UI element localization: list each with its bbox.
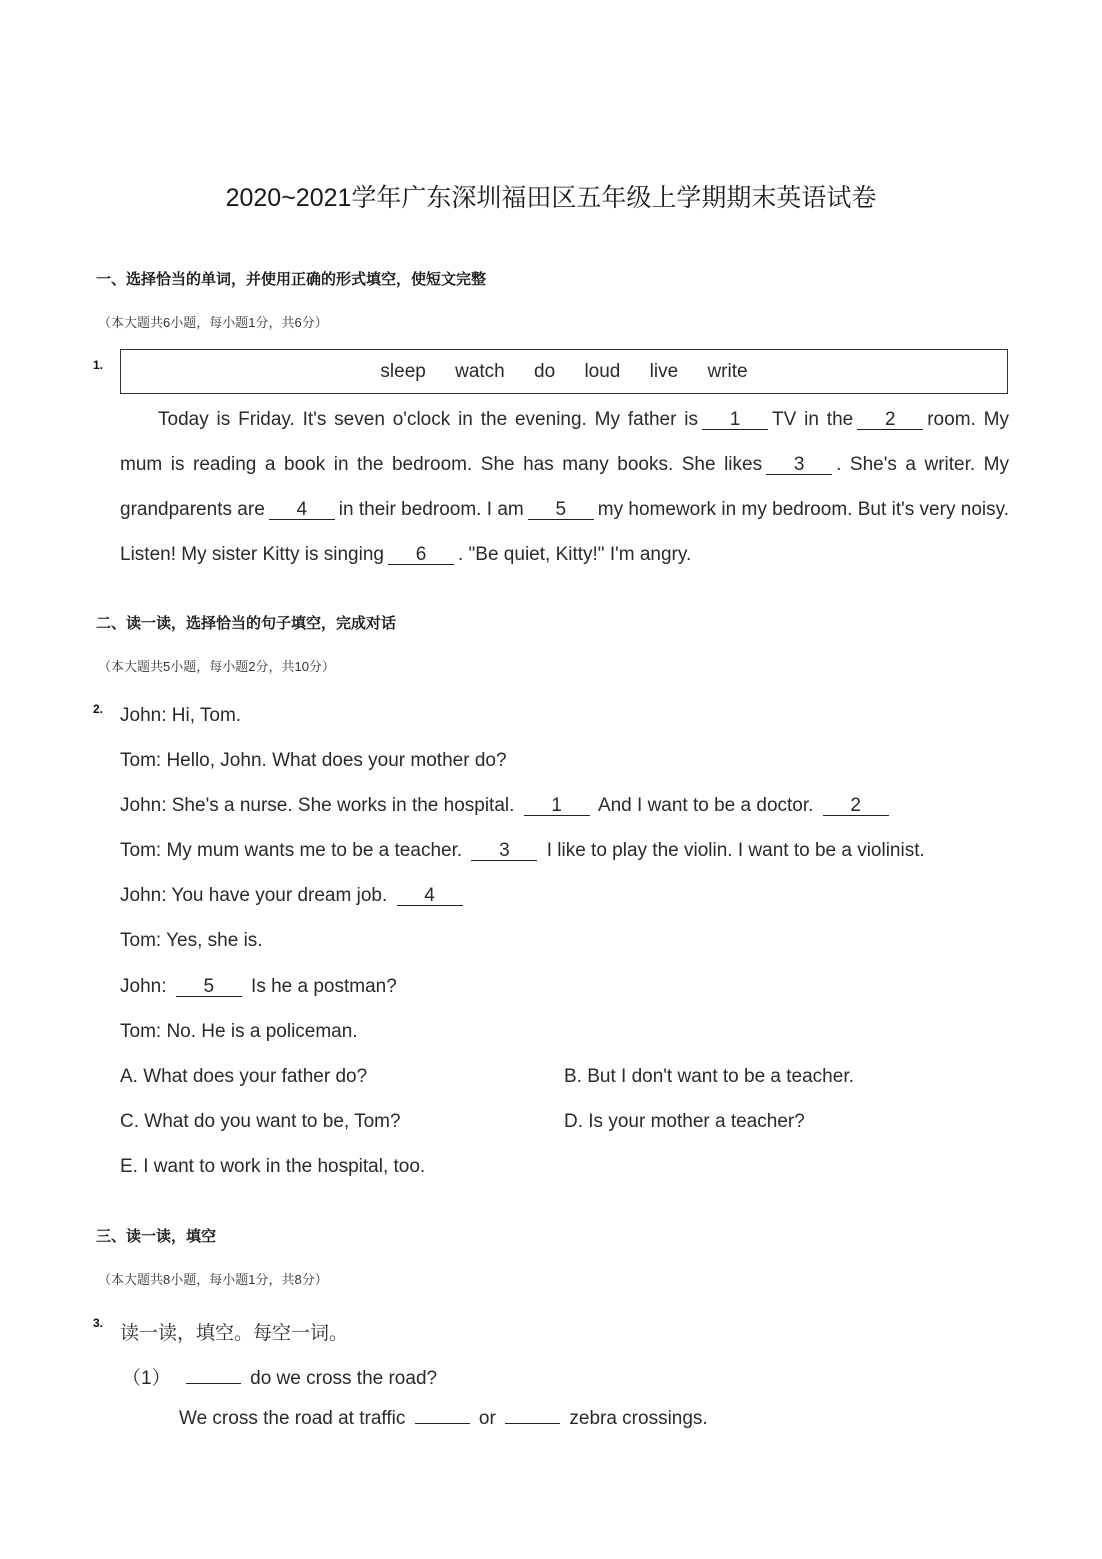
answer-blank[interactable] xyxy=(505,1423,560,1424)
cloze-passage xyxy=(120,397,1009,577)
dialogue-line: John: Hi, Tom. xyxy=(120,705,242,726)
dialogue-line xyxy=(120,976,397,998)
answer-blank[interactable] xyxy=(415,1423,470,1424)
answer-blank[interactable]: 2 xyxy=(857,411,923,430)
item-1-answer xyxy=(179,1408,708,1430)
answer-blank[interactable]: 4 xyxy=(269,501,335,520)
dialogue-text: John: You have your dream job. xyxy=(120,885,388,906)
word-option: write xyxy=(707,361,748,382)
passage-text: room. My mum is reading a book in the bedroom. She has many books. She likes xyxy=(120,409,1009,475)
option-a: A. What does your father do? xyxy=(120,1066,368,1087)
dialogue-line xyxy=(120,840,925,862)
passage-text: in their bedroom. I am xyxy=(338,499,524,520)
item-text: zebra crossings. xyxy=(569,1408,708,1429)
dialogue-text: And I want to be a doctor. xyxy=(597,795,814,816)
section-1-note: （本大题共6小题，每小题1分，共6分） xyxy=(98,315,328,330)
item-label: （1） xyxy=(122,1368,171,1389)
answer-blank[interactable]: 1 xyxy=(702,411,768,430)
answer-blank[interactable]: 6 xyxy=(388,546,454,565)
dialogue-line xyxy=(120,885,467,907)
word-option: do xyxy=(534,361,556,382)
dialogue-text: John: She's a nurse. She works in the hospital. xyxy=(120,795,515,816)
dialogue-text: Is he a postman? xyxy=(251,976,397,997)
passage-text: TV in the xyxy=(772,409,854,430)
word-option: sleep xyxy=(380,361,426,382)
dialogue-line xyxy=(120,795,893,817)
word-option: watch xyxy=(455,361,505,382)
option-d: D. Is your mother a teacher? xyxy=(564,1111,805,1132)
answer-blank[interactable]: 1 xyxy=(524,797,590,816)
word-option: live xyxy=(649,361,679,382)
section-3-heading: 三、读一读，填空 xyxy=(96,1228,217,1245)
passage-text: Today is Friday. It's seven o'clock in the evening. My father is xyxy=(158,409,699,430)
answer-blank[interactable]: 3 xyxy=(766,456,832,475)
word-option: loud xyxy=(584,361,621,382)
item-text: or xyxy=(478,1408,496,1429)
item-text: We cross the road at traffic xyxy=(179,1408,406,1429)
answer-blank[interactable] xyxy=(186,1383,241,1384)
option-e: E. I want to work in the hospital, too. xyxy=(120,1156,426,1177)
dialogue-text: I like to play the violin. I want to be a violinist. xyxy=(546,840,925,861)
dialogue-line: Tom: No. He is a policeman. xyxy=(120,1021,358,1042)
option-c: C. What do you want to be, Tom? xyxy=(120,1111,401,1132)
question-2-number: 2. xyxy=(93,702,104,716)
option-b: B. But I don't want to be a teacher. xyxy=(564,1066,854,1087)
section-2-heading: 二、读一读，选择恰当的句子填空，完成对话 xyxy=(96,615,397,632)
item-1-question xyxy=(122,1363,437,1390)
answer-blank[interactable]: 5 xyxy=(528,501,594,520)
answer-blank[interactable]: 4 xyxy=(397,887,463,906)
word-box xyxy=(120,349,1008,394)
item-text: do we cross the road? xyxy=(250,1368,438,1389)
dialogue-line: Tom: Hello, John. What does your mother do? xyxy=(120,750,507,771)
dialogue-text: Tom: My mum wants me to be a teacher. xyxy=(120,840,463,861)
question-1-number: 1. xyxy=(93,358,104,372)
answer-blank[interactable]: 3 xyxy=(471,842,537,861)
question-3-number: 3. xyxy=(93,1316,104,1330)
question-3-instruction: 读一读，填空。每空一词。 xyxy=(120,1323,349,1344)
section-1-heading: 一、选择恰当的单词，并使用正确的形式填空，使短文完整 xyxy=(96,271,487,288)
page-title: 2020~2021学年广东深圳福田区五年级上学期期末英语试卷 xyxy=(225,184,877,212)
passage-text: . "Be quiet, Kitty!" I'm angry. xyxy=(457,544,692,565)
dialogue-line: Tom: Yes, she is. xyxy=(120,930,263,951)
passage-text: . She's a writer. My grandparents are xyxy=(120,454,1009,520)
section-3-note: （本大题共8小题，每小题1分，共8分） xyxy=(98,1272,328,1287)
section-2-note: （本大题共5小题，每小题2分，共10分） xyxy=(98,659,335,674)
answer-blank[interactable]: 5 xyxy=(176,978,242,997)
dialogue-text: John: xyxy=(120,976,167,997)
answer-blank[interactable]: 2 xyxy=(823,797,889,816)
passage-text: my homework in my bedroom. But it's very noisy. Listen! My sister Kitty is singing xyxy=(120,499,1009,565)
